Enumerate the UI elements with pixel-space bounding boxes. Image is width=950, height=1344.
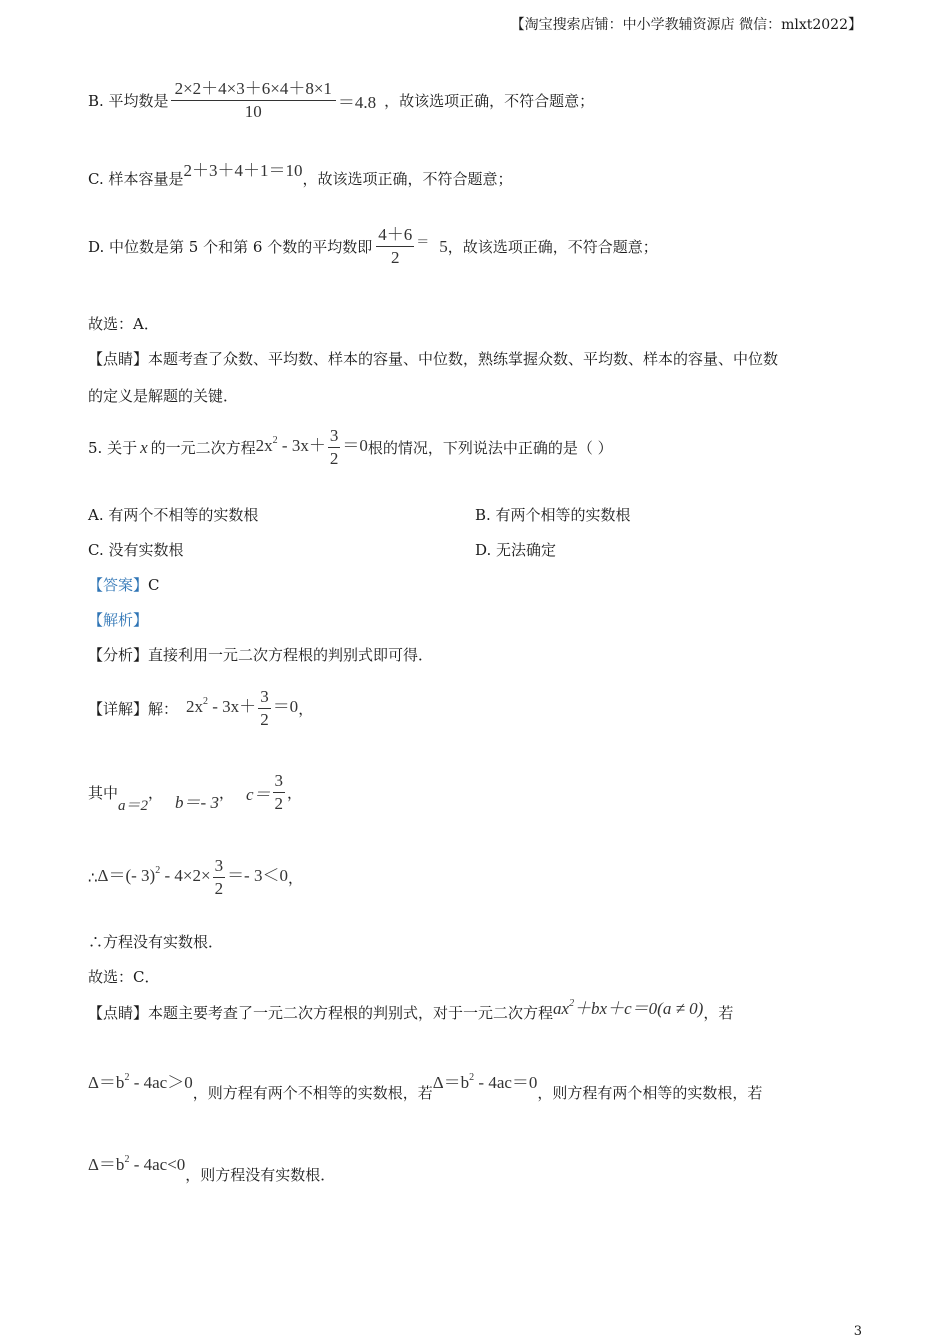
q5-stem-suffix: 根的情况，下列说法中正确的是（ ） xyxy=(367,439,613,457)
prev-b-numerator: 2×2＋4×3＋6×4＋8×1 xyxy=(171,78,336,101)
q5-option-d: D. 无法确定 xyxy=(475,541,557,559)
q5-detail xyxy=(88,686,313,731)
q5-eq-term-a: 2x xyxy=(255,436,273,456)
q5-summary-line2 xyxy=(88,1072,763,1102)
q5-stem xyxy=(88,425,613,470)
q5-detail-equation xyxy=(186,687,299,729)
q5-summary-line3 xyxy=(88,1150,336,1184)
prev-comment-line1: 【点睛】本题考查了众数、平均数、样本的容量、中位数，熟练掌握众数、平均数、样本的容量、中位数 xyxy=(88,350,779,368)
q5-detail-exponent: 2 xyxy=(203,696,209,708)
q5-sep1: ， xyxy=(148,784,164,802)
q5-detail-term-b: - 3x＋ xyxy=(208,697,257,717)
therefore-symbol: ∴ xyxy=(88,868,98,887)
q5-eq-term-b: - 3x＋ xyxy=(277,436,326,456)
q5-summary-ruo1: ，若 xyxy=(703,1004,734,1022)
q5-coef-c-fraction xyxy=(273,770,286,815)
q5-cond3-b: - 4ac<0 xyxy=(129,1155,186,1174)
q5-equation xyxy=(255,426,368,468)
q5-coef-c: c＝ xyxy=(245,785,271,804)
q5-cond1 xyxy=(88,1073,193,1092)
q5-general-exponent: 2 xyxy=(569,998,575,1009)
q5-cond2-a: Δ＝b xyxy=(432,1073,470,1092)
q5-delta-comma: ， xyxy=(287,869,303,887)
q5-general-condition: (a ≠ 0) xyxy=(657,999,704,1018)
q5-summary-line1 xyxy=(88,1000,733,1025)
q5-option-a: A. 有两个不相等的实数根 xyxy=(88,506,259,524)
prev-option-c xyxy=(88,161,513,189)
q5-general-term-a: ax xyxy=(553,999,570,1018)
q5-analysis: 【分析】直接利用一元二次方程根的判别式即可得． xyxy=(88,646,434,664)
q5-delta-expression xyxy=(97,856,288,898)
q5-detail-term-a: 2x xyxy=(186,697,204,717)
prev-d-value: 5 xyxy=(439,236,448,256)
q5-detail-denominator: 2 xyxy=(260,710,269,729)
prev-b-fraction xyxy=(171,78,336,123)
q5-cond1-a: Δ＝b xyxy=(88,1073,125,1092)
q5-cond3-a: Δ＝b xyxy=(88,1155,125,1174)
q5-coef-c-numerator: 3 xyxy=(273,770,286,793)
q5-stem-mid: 的一元二次方程 xyxy=(150,439,256,457)
page-number: 3 xyxy=(853,1324,862,1339)
q5-answer xyxy=(88,574,160,595)
prev-d-suffix: ，故该选项正确，不符合题意； xyxy=(447,238,658,256)
q5-cond2-b: - 4ac＝0 xyxy=(474,1073,538,1092)
q5-eq-denominator: 2 xyxy=(329,449,339,468)
q5-coef-c-denominator: 2 xyxy=(274,794,284,813)
q5-choose: 故选：C． xyxy=(88,968,160,986)
q5-delta-term-a: Δ＝(- 3) xyxy=(97,866,156,886)
prev-d-numerator: 4＋6 xyxy=(376,224,414,247)
prev-option-b xyxy=(88,78,594,123)
q5-cond1-text: ，则方程有两个不相等的实数根，若 xyxy=(192,1084,433,1102)
q5-detail-comma: ， xyxy=(298,700,314,718)
q5-eq-rhs: ＝0 xyxy=(342,436,368,456)
q5-general-form xyxy=(553,999,703,1018)
q5-conclusion: ∴方程没有实数根． xyxy=(88,933,224,951)
q5-detail-fraction xyxy=(258,686,271,731)
q5-analysis-label: 【解析】 xyxy=(88,611,149,629)
q5-delta-denominator: 2 xyxy=(214,879,224,898)
q5-delta-fraction xyxy=(213,855,226,900)
prev-d-fraction xyxy=(376,224,414,269)
q5-detail-numerator: 3 xyxy=(258,686,271,709)
q5-coef-a: a＝2 xyxy=(118,798,149,814)
prev-c-math: 2＋3＋4＋1＝10 xyxy=(183,161,303,180)
prev-choose: 故选：A． xyxy=(88,315,159,333)
q5-discriminant xyxy=(88,855,303,900)
q5-eq-fraction xyxy=(328,425,341,470)
q5-where-label: 其中 xyxy=(88,784,119,802)
q5-cond2 xyxy=(433,1073,538,1092)
q5-delta-result: ＝- 3＜0 xyxy=(227,866,288,886)
prev-comment-line2: 的定义是解题的关键． xyxy=(88,387,239,405)
prev-b-prefix: B. 平均数是 xyxy=(88,92,169,110)
q5-option-c: C. 没有实数根 xyxy=(88,541,184,559)
q5-cond2-exp: 2 xyxy=(469,1072,475,1083)
q5-stem-prefix: 5. 关于 xyxy=(88,439,138,457)
q5-delta-exponent: 2 xyxy=(155,865,161,877)
q5-stem-var: x xyxy=(140,437,148,457)
q5-cond3 xyxy=(88,1155,185,1174)
prev-c-suffix: ，故该选项正确，不符合题意； xyxy=(302,170,513,188)
q5-detail-rhs: ＝0 xyxy=(272,697,299,717)
prev-d-prefix: D. 中位数是第 5 个和第 6 个数的平均数即 xyxy=(88,238,373,256)
prev-d-denominator: 2 xyxy=(390,248,400,267)
q5-cond2-text: ，则方程有两个相等的实数根，若 xyxy=(537,1084,763,1102)
q5-eq-numerator: 3 xyxy=(328,425,341,448)
q5-coef-b: b＝- 3 xyxy=(175,793,219,812)
prev-b-result: ＝4.8 xyxy=(337,93,377,112)
q5-answer-value: C xyxy=(148,576,160,594)
q5-detail-label: 【详解】解： xyxy=(88,700,179,718)
prev-b-denominator: 10 xyxy=(244,102,262,121)
q5-sep2: ， xyxy=(218,784,234,802)
prev-option-d xyxy=(88,224,658,269)
q5-eq-exponent: 2 xyxy=(272,435,278,447)
q5-coefficients xyxy=(88,770,302,815)
page-header: 【淘宝搜索店铺：中小学教辅资源店 微信：mlxt2022】 xyxy=(510,17,862,33)
prev-b-suffix: ，故该选项正确，不符合题意； xyxy=(384,92,595,110)
prev-d-equals: ＝ xyxy=(416,234,430,249)
q5-summary-prefix: 【点睛】本题主要考查了一元二次方程根的判别式，对于一元二次方程 xyxy=(88,1004,554,1022)
q5-cond1-b: - 4ac＞0 xyxy=(129,1073,193,1092)
q5-sep3: ， xyxy=(287,784,303,802)
q5-answer-label: 【答案】 xyxy=(88,576,149,594)
prev-c-prefix: C. 样本容量是 xyxy=(88,170,184,188)
q5-option-b: B. 有两个相等的实数根 xyxy=(475,506,631,524)
q5-general-term-b: ＋bx＋c＝0 xyxy=(574,999,658,1018)
q5-cond3-text: ，则方程没有实数根． xyxy=(185,1166,336,1184)
q5-cond3-exp: 2 xyxy=(124,1154,130,1165)
q5-delta-numerator: 3 xyxy=(213,855,226,878)
q5-delta-term-b: - 4×2× xyxy=(160,866,211,886)
q5-cond1-exp: 2 xyxy=(124,1072,130,1083)
